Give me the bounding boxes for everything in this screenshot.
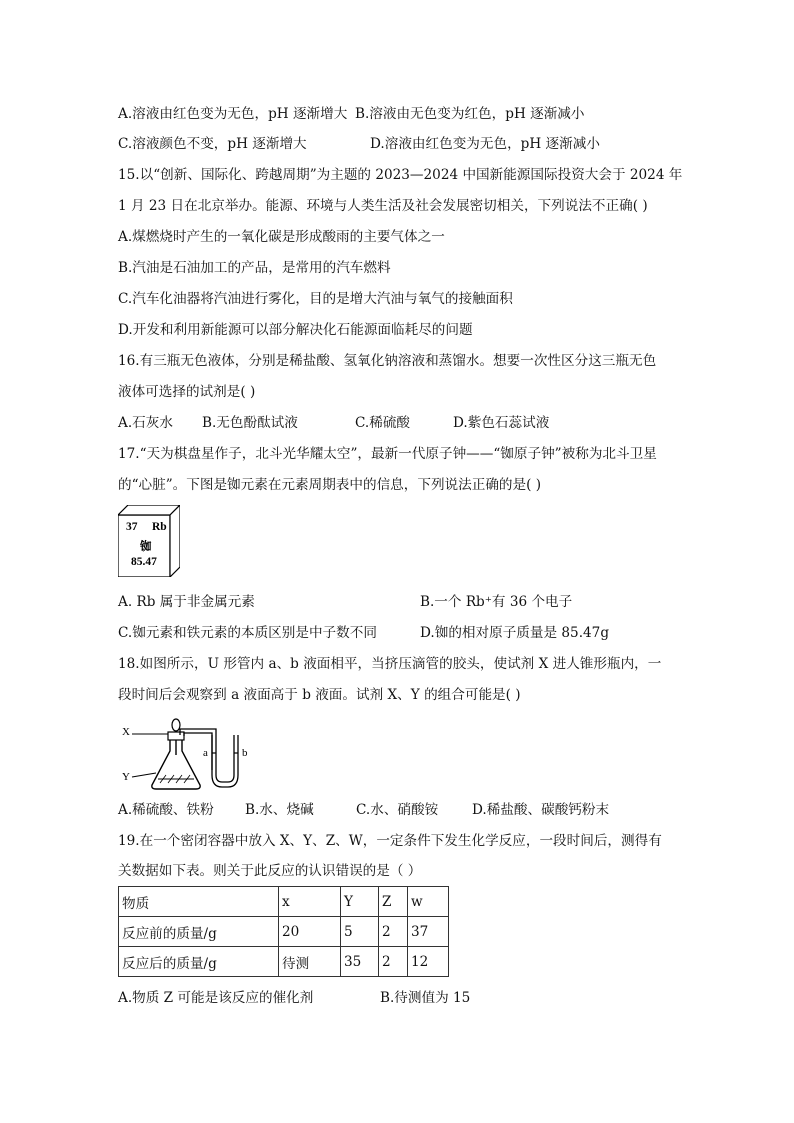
table-cell: 反应后的质量/g xyxy=(119,947,279,977)
q15-option-d: D.开发和利用新能源可以部分解决化石能源面临耗尽的问题 xyxy=(118,322,473,338)
mass-data-table xyxy=(118,886,449,977)
q16-option-a: A.石灰水 xyxy=(118,415,173,431)
q14-option-b: B.溶液由无色变为红色，pH 逐渐减小 xyxy=(355,106,585,122)
q18-option-d: D.稀盐酸、碳酸钙粉末 xyxy=(472,802,610,818)
table-header-row xyxy=(119,887,449,917)
q15-stem-line1: 15.以“创新、国际化、跨越周期”为主题的 2023—2024 中国新能源国际投资大会于 2024 年 xyxy=(118,167,683,183)
q15-option-b: B.汽油是石油加工的产品，是常用的汽车燃料 xyxy=(118,260,391,276)
table-header-cell: w xyxy=(408,887,449,917)
label-x: X xyxy=(122,726,130,738)
q15-option-a: A.煤燃烧时产生的一氧化碳是形成酸雨的主要气体之一 xyxy=(118,229,445,245)
label-a: a xyxy=(203,747,208,759)
q14-option-c: C.溶液颜色不变，pH 逐渐增大 xyxy=(118,136,307,152)
flask-u-tube-diagram xyxy=(118,715,283,795)
q16-stem-line2: 液体可选择的试剂是( ) xyxy=(118,384,256,400)
dropper-bulb xyxy=(172,719,180,731)
q18-option-c: C.水、硝酸铵 xyxy=(356,802,439,818)
table-row xyxy=(119,947,449,977)
q19-stem-line2: 关数据如下表。则关于此反应的认识错误的是（ ） xyxy=(118,863,422,879)
table-header-cell: x xyxy=(279,887,341,917)
q18-stem-line1: 18.如图所示，U 形管内 a、b 液面相平，当挤压滴管的胶头，使试剂 X 进人锥形瓶内，一 xyxy=(118,656,662,672)
q14-option-d: D.溶液由红色变为无色，pH 逐渐减小 xyxy=(370,136,600,152)
table-cell: 2 xyxy=(379,947,408,977)
periodic-table-cell-rubidium xyxy=(118,505,180,577)
table-header-cell: Z xyxy=(379,887,408,917)
q17-option-c: C.铷元素和铁元素的本质区别是中子数不同 xyxy=(118,625,377,641)
experiment-apparatus-figure xyxy=(118,715,283,795)
q18-option-a: A.稀硫酸、铁粉 xyxy=(118,802,214,818)
q16-option-b: B.无色酚酞试液 xyxy=(202,415,298,431)
q18-option-b: B.水、烧碱 xyxy=(245,802,314,818)
element-symbol: Rb xyxy=(152,521,167,533)
q16-stem-line1: 16.有三瓶无色液体，分别是稀盐酸、氢氧化钠溶液和蒸馏水。想要一次性区分这三瓶无色 xyxy=(118,353,657,369)
q18-stem-line2: 段时间后会观察到 a 液面高于 b 液面。试剂 X、Y 的组合可能是( ) xyxy=(118,687,521,703)
q17-option-d: D.铷的相对原子质量是 85.47g xyxy=(420,625,610,641)
q17-option-b: B.一个 Rb⁺有 36 个电子 xyxy=(420,594,573,610)
table-cell: 35 xyxy=(341,947,379,977)
connecting-tube xyxy=(180,729,216,770)
q19-stem-line1: 19.在一个密闭容器中放入 X、Y、Z、W，一定条件下发生化学反应，一段时间后，测得有 xyxy=(118,833,662,849)
u-tube-inner xyxy=(216,735,234,782)
table-cell: 反应前的质量/g xyxy=(119,917,279,947)
q17-stem-line1: 17.“天为棋盘星作子，北斗光华耀太空”，最新一代原子钟——“铷原子钟”被称为北斗卫星 xyxy=(118,446,657,462)
rubber-stopper xyxy=(168,732,184,740)
atomic-mass: 85.47 xyxy=(131,556,157,568)
table-cell: 37 xyxy=(408,917,449,947)
q14-option-a: A.溶液由红色变为无色，pH 逐渐增大 xyxy=(118,106,348,122)
pointer-y-line xyxy=(132,773,156,777)
table-cell: 待测 xyxy=(279,947,341,977)
table-header-cell: Y xyxy=(341,887,379,917)
table-header-cell: 物质 xyxy=(119,887,279,917)
q15-stem-line2: 1 月 23 日在北京举办。能源、环境与人类生活及社会发展密切相关，下列说法不正确( ) xyxy=(118,198,648,214)
table-cell: 20 xyxy=(279,917,341,947)
q17-option-a: A. Rb 属于非金属元素 xyxy=(118,594,255,610)
q19-option-a: A.物质 Z 可能是该反应的催化剂 xyxy=(118,990,314,1006)
table-row xyxy=(119,917,449,947)
table-cell: 12 xyxy=(408,947,449,977)
table-cell: 2 xyxy=(379,917,408,947)
element-name: 铷 xyxy=(140,541,152,553)
label-y: Y xyxy=(122,771,130,783)
q16-option-c: C.稀硫酸 xyxy=(355,415,411,431)
atomic-number: 37 xyxy=(126,521,138,533)
q19-option-b: B.待测值为 15 xyxy=(380,990,471,1006)
q16-option-d: D.紫色石蕊试液 xyxy=(453,415,550,431)
q15-option-c: C.汽车化油器将汽油进行雾化，目的是增大汽油与氧气的接触面积 xyxy=(118,291,513,307)
label-b: b xyxy=(242,747,248,759)
q17-stem-line2: 的“心脏”。下图是铷元素在元素周期表中的信息，下列说法正确的是( ) xyxy=(118,477,542,493)
table-cell: 5 xyxy=(341,917,379,947)
